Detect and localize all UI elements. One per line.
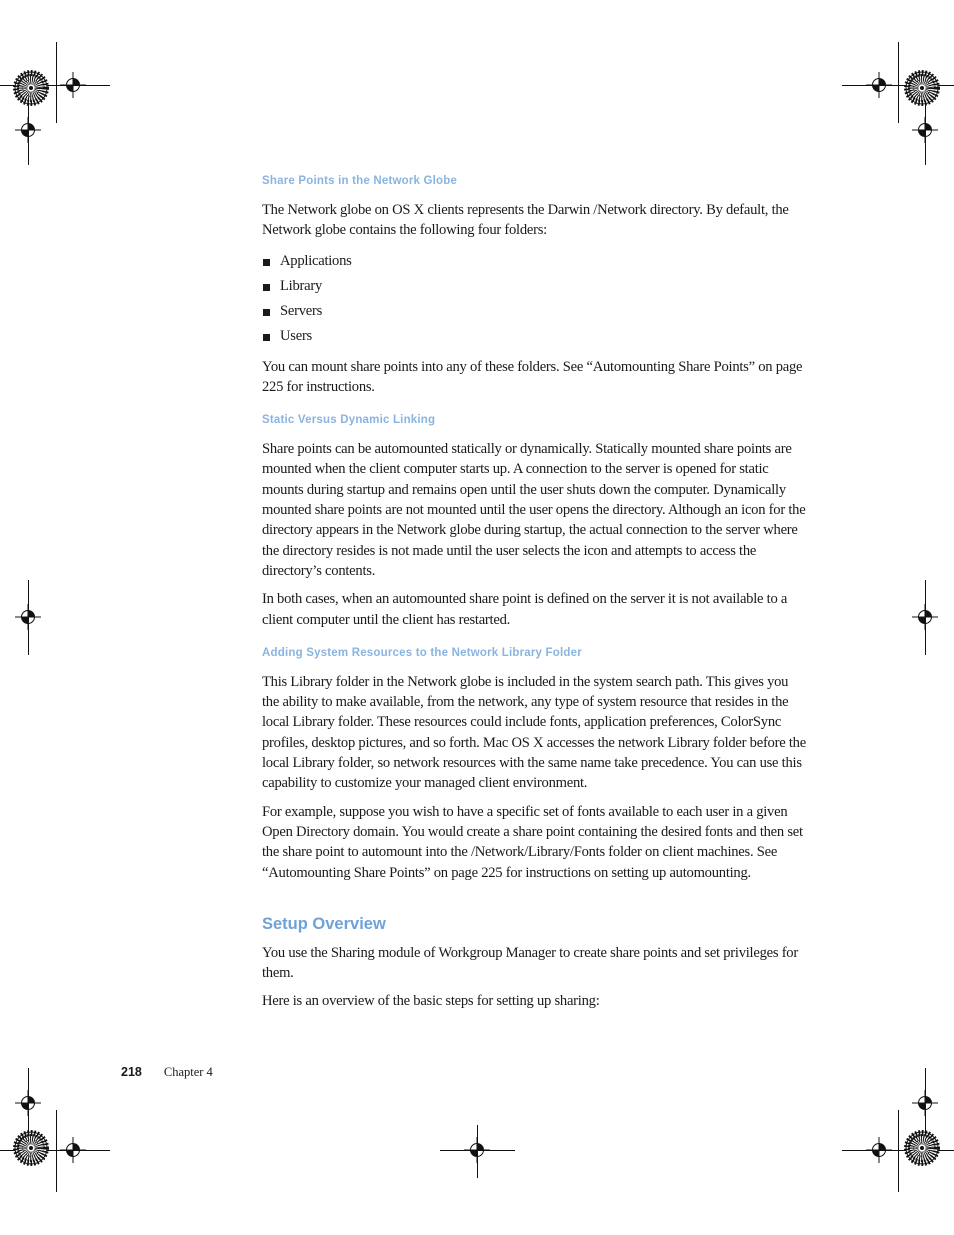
page-content	[262, 172, 807, 1020]
bullet-icon	[263, 259, 270, 266]
page-footer	[121, 1063, 213, 1081]
subheading-system-resources: Adding System Resources to the Network Library Folder	[262, 646, 582, 659]
bullet-icon	[263, 284, 270, 291]
bullet-icon	[263, 309, 270, 316]
list-item: Servers	[262, 299, 807, 324]
paragraph-network-globe-intro: The Network globe on OS X clients represents the Darwin /Network directory. By default, the Network globe contains the following four folders:	[262, 202, 789, 239]
list-item: Applications	[262, 249, 807, 274]
chapter-label: Chapter 4	[163, 1065, 213, 1079]
paragraph-fonts-example: For example, suppose you wish to have a specific set of fonts available to each user in a given Open Directory domain. You would create a share point containing the desired fonts and then set the share point to automount into the /Network/Library/Fonts folder on client machines. See “Automounting Share Points” on page 225 for instructions on setting up automounting.	[262, 803, 803, 881]
section-heading-setup-overview: Setup Overview	[262, 914, 386, 933]
subheading-share-points: Share Points in the Network Globe	[262, 175, 458, 187]
paragraph-overview-steps: Here is an overview of the basic steps for setting up sharing:	[262, 993, 600, 1010]
paragraph-library-folder: This Library folder in the Network globe is included in the system search path. This gives you the ability to make available, from the network, any type of system resource that resides in the local Library folder. These resources could include fonts, application preferences, ColorSync profiles, desktop pictures, and so forth. Mac OS X accesses the network Library folder before the local Library folder, so network resources with the same name take precedence. You can use this capability to customize your managed client environment.	[262, 673, 806, 792]
page-number: 218	[121, 1065, 142, 1079]
subheading-static-dynamic: Static Versus Dynamic Linking	[262, 414, 436, 427]
bullet-icon	[263, 334, 270, 341]
list-item: Library	[262, 274, 807, 299]
paragraph-sharing-module: You use the Sharing module of Workgroup Manager to create share points and set privileges for them.	[262, 944, 798, 982]
list-item: Users	[262, 324, 807, 349]
paragraph-static-dynamic: Share points can be automounted statically or dynamically. Statically mounted share points are mounted when the client computer starts up. A connection to the server is opened for static mounts during startup and remains open until the user shuts down the computer. Dynamically mounted share points are not mounted until the user opens the directory. Although an icon for the directory appears in the Network globe during startup, the actual connection to the server where the directory resides is not made until the user selects the icon and attempts to access the directory’s contents.	[262, 441, 806, 579]
paragraph-automount-restart: In both cases, when an automounted share point is defined on the server it is not available to a client computer until the client has restarted.	[262, 591, 788, 628]
folder-list	[262, 249, 807, 349]
paragraph-mount-info: You can mount share points into any of these folders. See “Automounting Share Points” on page 225 for instructions.	[262, 358, 803, 395]
